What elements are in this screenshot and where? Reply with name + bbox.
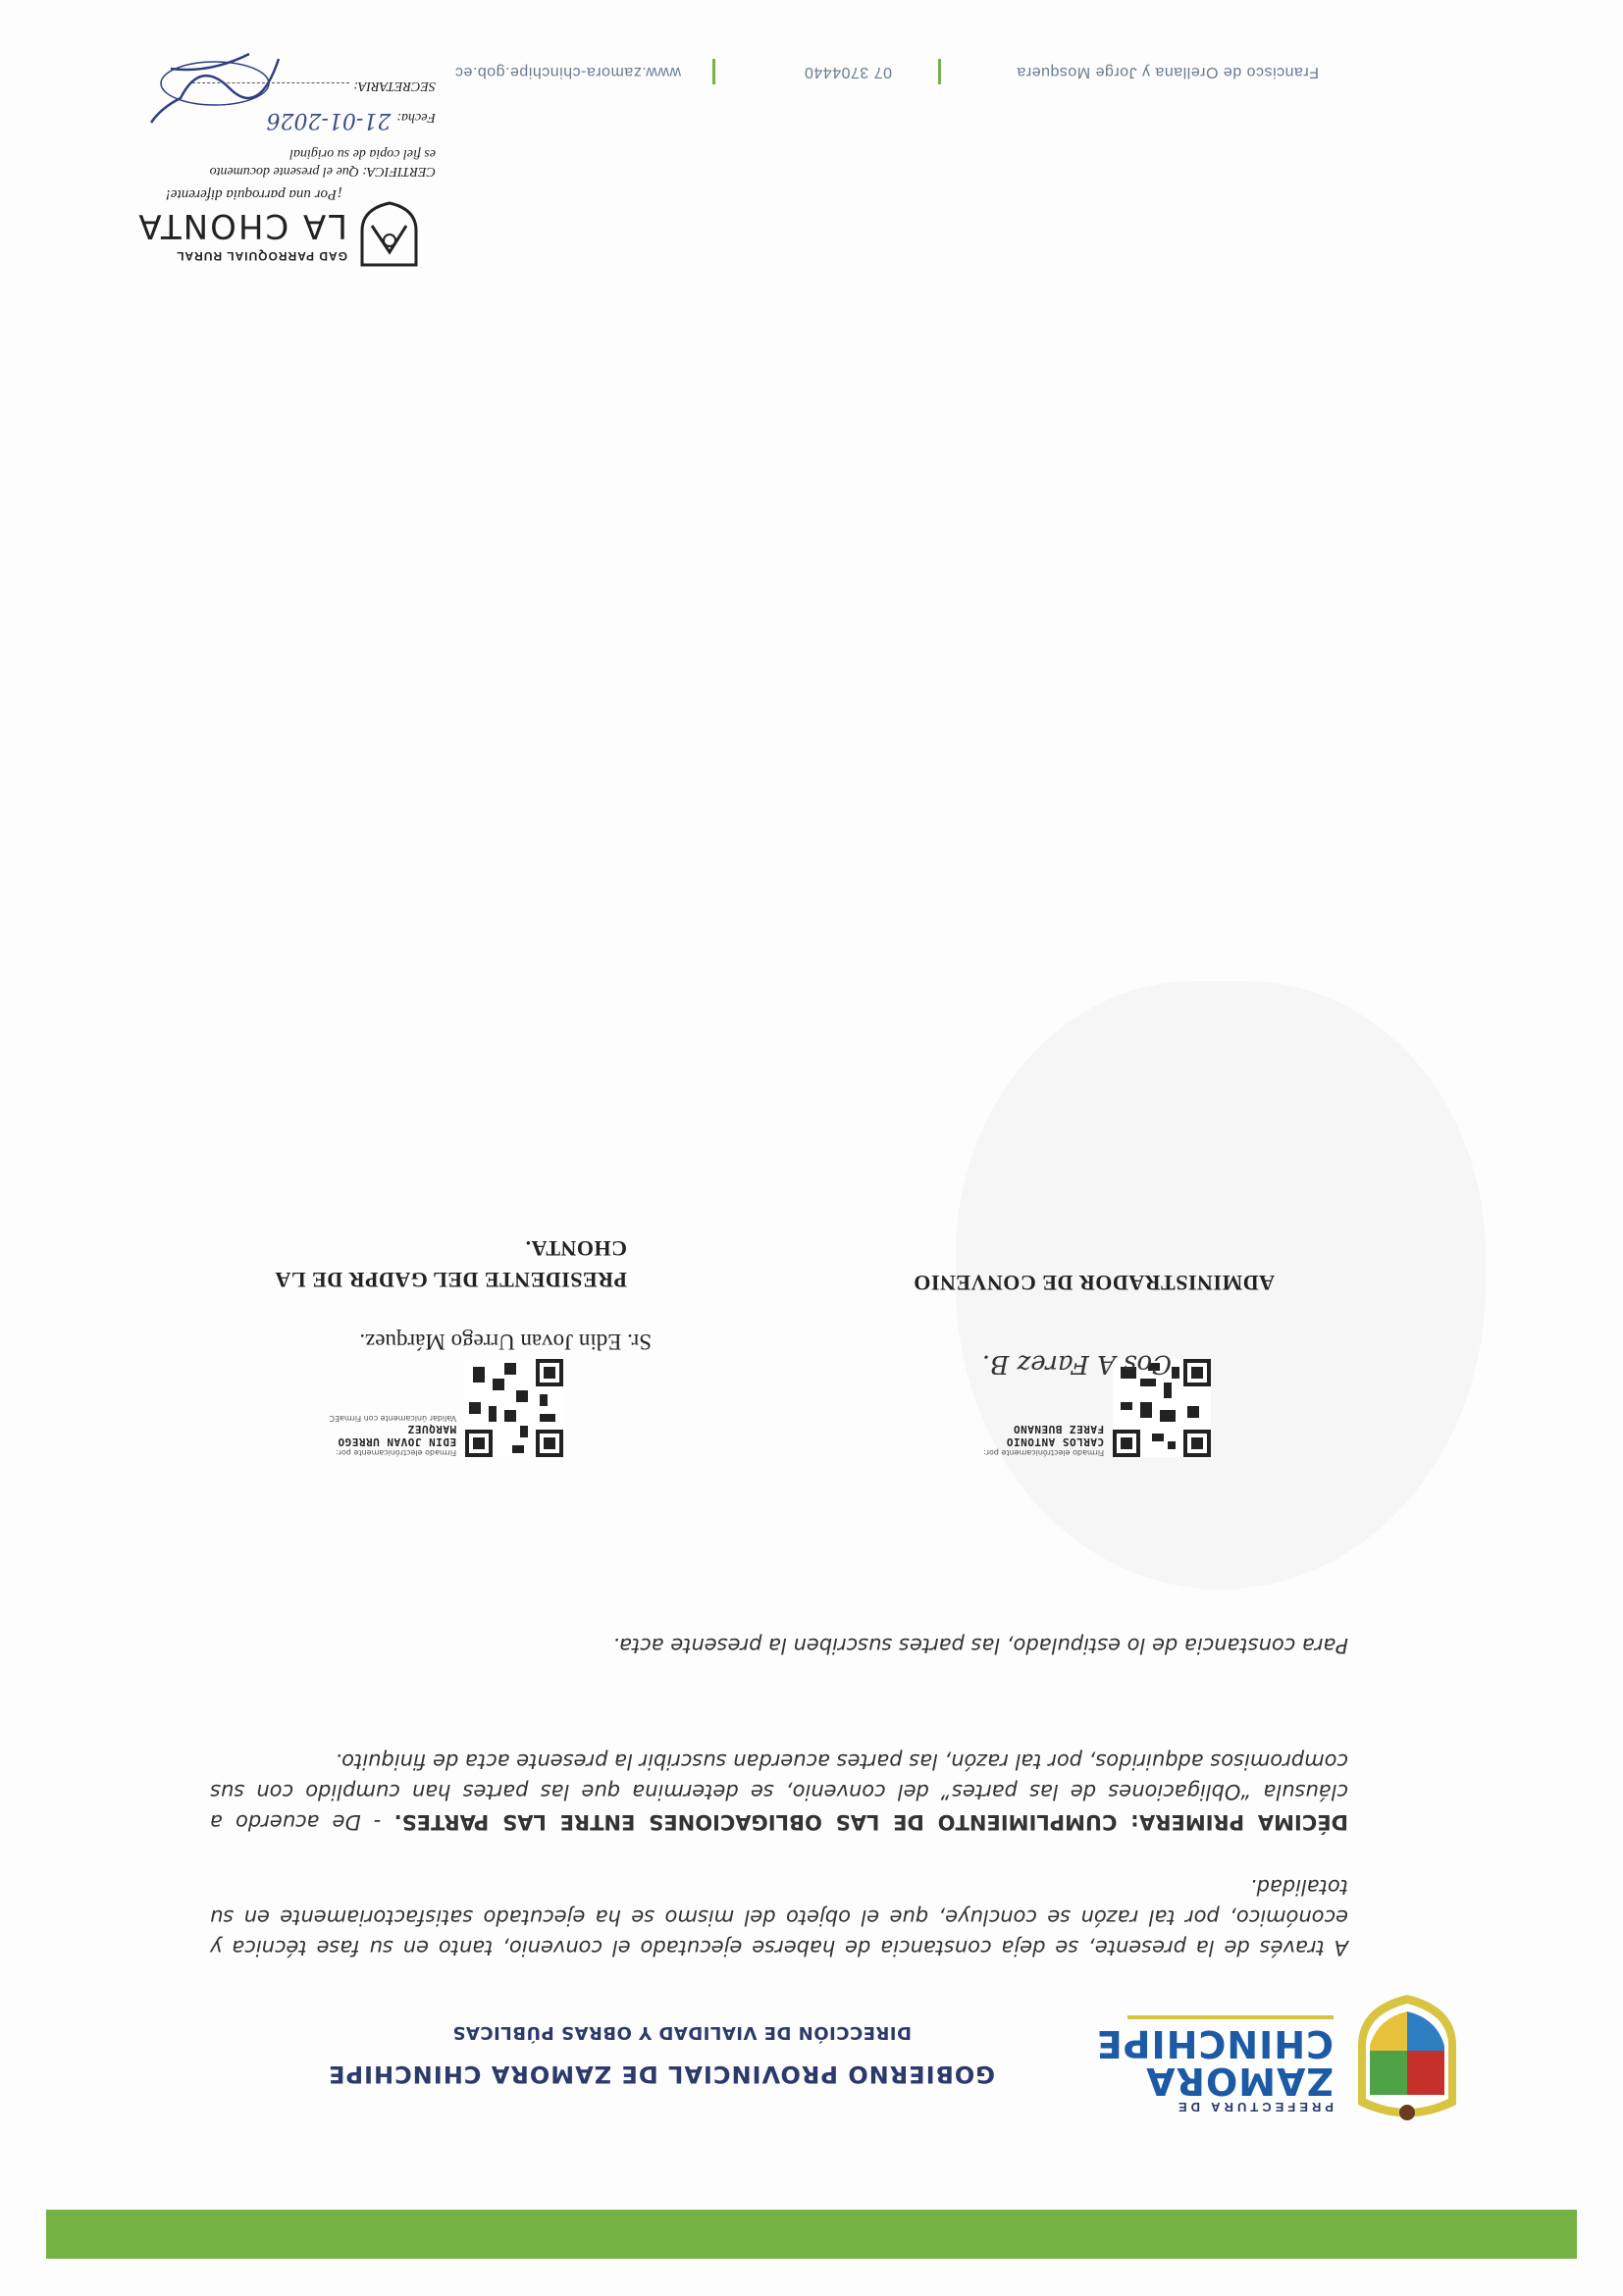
president-name: Sr. Edin Jovan Urrego Márquez. xyxy=(359,1330,652,1354)
certification-text: CERTIFICA: Que el presente documento es fiel copia de su original xyxy=(209,146,436,179)
secretary-label: SECRETARIA: xyxy=(353,78,436,93)
date-label: Fecha: xyxy=(396,110,436,125)
logo-line-2: CHINCHIPE xyxy=(1095,2022,1334,2065)
paragraph-execution: A través de la presente, se deja constancia de haberse ejecutado el convenio, tanto en su fase técnica y económico, por tal razón se concluye, que el objeto del mismo se ha ejecutado satisfactoriamente en su totalidad. xyxy=(210,1875,1348,1959)
government-title: GOBIERNO PROVINCIAL DE ZAMORA CHINCHIPE xyxy=(328,2061,995,2088)
department-subtitle: DIRECCIÓN DE VIALIDAD Y OBRAS PÚBLICAS xyxy=(452,2022,912,2043)
gad-name: LA CHONTA xyxy=(136,206,347,245)
footer-separator xyxy=(712,59,715,84)
prefecture-logo-text xyxy=(1095,2015,1334,2114)
footer-address: Francisco de Orellana y Jorge Mosquera xyxy=(1016,64,1319,80)
signature-block-president xyxy=(231,1359,563,1457)
signer-name-line-2: MARQUEZ xyxy=(407,1423,457,1435)
logo-small-text: PREFECTURA DE xyxy=(1174,2100,1334,2114)
gad-heading: GAD PARROQUIAL RURAL xyxy=(176,249,347,263)
footer-website: www.zamora-chinchipe.gob.ec xyxy=(454,64,681,80)
logo-underline xyxy=(1127,2015,1334,2019)
role-president: PRESIDENTE DEL GADPR DE LA CHONTA. xyxy=(276,1236,627,1292)
logo-line-1: ZAMORA xyxy=(1145,2060,1334,2103)
clause-heading: DÉCIMA PRIMERA: CUMPLIMIENTO DE LAS OBLIGACIONES ENTRE LAS PARTES. xyxy=(393,1810,1348,1834)
role-administrator: ADMINISTRADOR DE CONVENIO xyxy=(913,1271,1275,1295)
signature-validation-note: Validar únicamente con FirmaEC xyxy=(329,1414,457,1423)
signer-name-line-1: EDIN JOVAN URREGO xyxy=(338,1435,457,1448)
handwritten-signature-icon xyxy=(141,39,288,128)
qr-code-icon xyxy=(465,1359,563,1457)
paragraph-clause xyxy=(210,1746,1348,1837)
signer-name-line-2: FAREZ BUENANO xyxy=(1013,1423,1105,1435)
footer-separator xyxy=(938,59,941,84)
top-green-bar xyxy=(46,2210,1577,2259)
gad-shield-icon xyxy=(357,201,421,270)
paragraph-closing: Para constancia de lo estipulado, las partes suscriben la presente acta. xyxy=(612,1634,1348,1657)
clause-text: - De acuerdo a cláusula “Obligaciones de las partes” del convenio, se determina que las partes han cumplido con sus compromisos adquiridos, por tal razón, las partes acuerdan suscribir la presente acta de finiquito. xyxy=(210,1749,1348,1834)
signature-fine-print: Firmado electrónicamente por: xyxy=(983,1448,1105,1457)
certification-date xyxy=(267,108,437,132)
prefecture-shield-icon xyxy=(1348,1992,1466,2124)
date-value: 21-01-2026 xyxy=(266,108,392,132)
footer-phone: 07 3704440 xyxy=(804,64,892,80)
signature-fine-print: Firmado electrónicamente por: xyxy=(336,1448,457,1457)
gad-slogan: ¡Por una parroquia diferente! xyxy=(165,186,342,202)
signer-name-line-1: CARLOS ANTONIO xyxy=(1006,1435,1105,1448)
handwritten-signature-administrator: Cos A Farez B. xyxy=(981,1349,1172,1379)
